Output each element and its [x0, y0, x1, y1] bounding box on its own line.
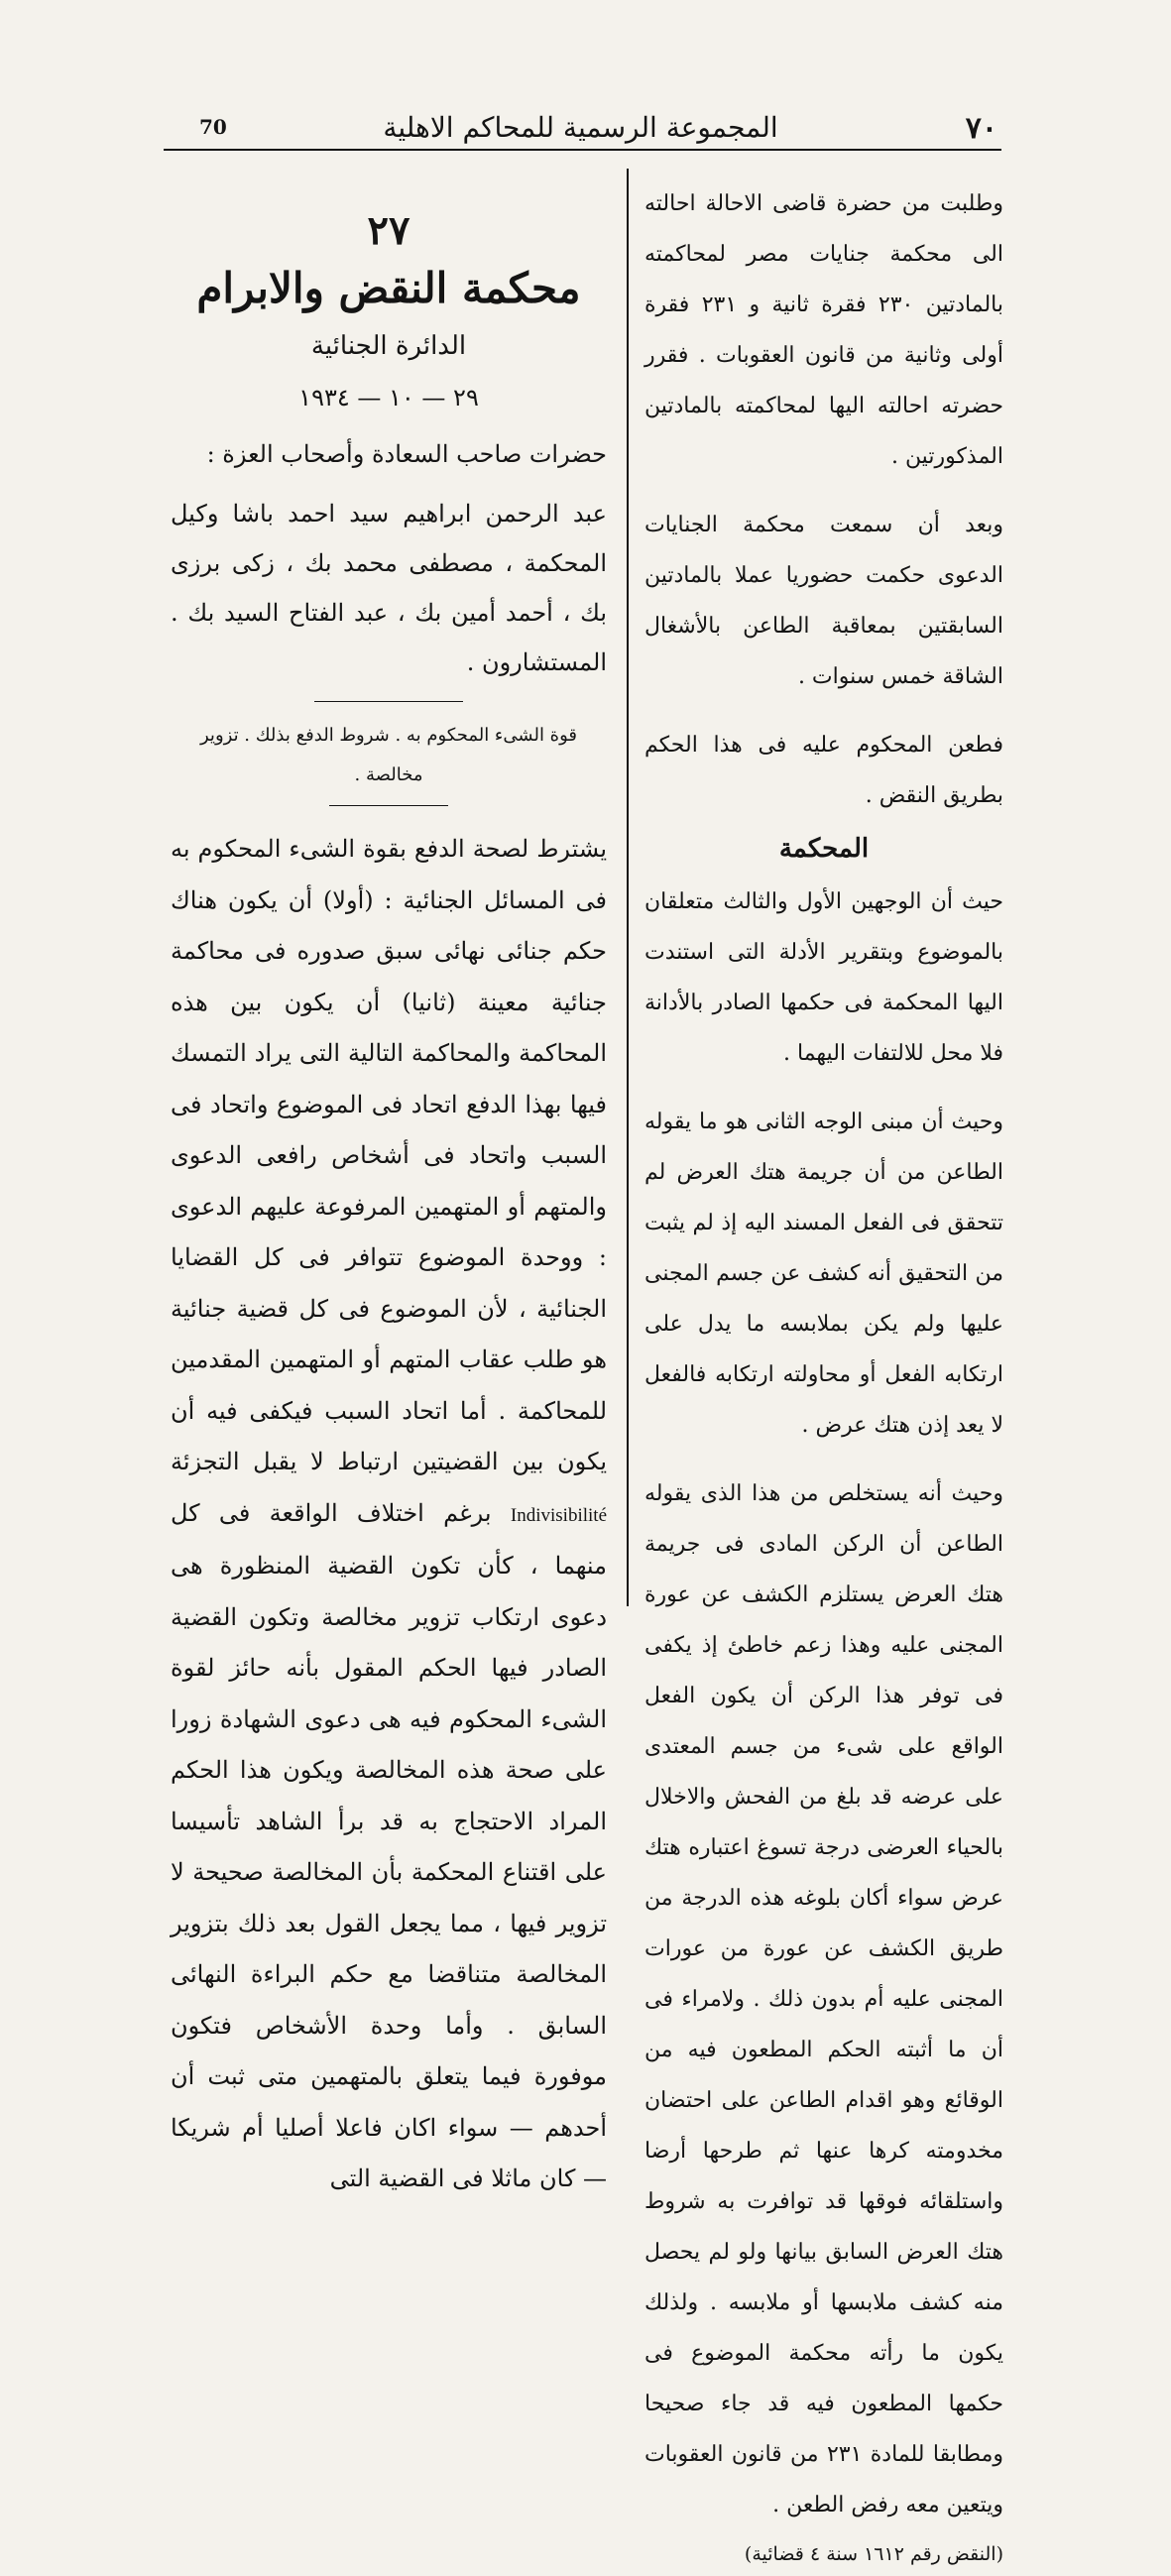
header-rule [164, 149, 1001, 151]
case-number: ٢٧ [367, 207, 410, 254]
paragraph-judgment: وبعد أن سمعت محكمة الجنايات الدعوى حكمت حضوريا عملا بالمادتين السابقتين بمعاقبة الطاعن بالأشغال الشاقة خمس سنوات . [644, 513, 1003, 689]
keywords-line: قوة الشىء المحكوم به . شروط الدفع بذلك . تزوير مخالصة . [200, 725, 577, 785]
publication-title: المجموعة الرسمية للمحاكم الاهلية [383, 111, 778, 144]
decision-date: ٢٩ — ١٠ — ١٩٣٤ [298, 384, 479, 411]
section-heading-court: المحكمة [778, 834, 870, 864]
divider-rule-2 [329, 805, 448, 806]
appeal-reference: (النقض رقم ١٦١٢ سنة ٤ قضائية) [744, 2543, 1003, 2565]
right-column [644, 178, 1003, 2576]
paragraph-reason-2: وحيث أن مبنى الوجه الثانى هو ما يقوله الطاعن من أن جريمة هتك العرض لم تتحقق فى الفعل المسند اليه إذ لم يثبت من التحقيق أنه كشف عن جسم المجنى عليها ولم يكن بملابسه ما يدل على ارتكابه الفعل أو محاولته ارتكابه فالفعل لا يعد إذن هتك عرض . [644, 1110, 1003, 1438]
paragraph-referral: وطلبت من حضرة قاضى الاحالة احالته الى محكمة جنايات مصر لمحاكمته بالمادتين ٢٣٠ فقرة ثانية و ٢٣١ فقرة أولى وثانية من قانون العقوبات . فقرر حضرته احالته اليها لمحاكمته بالمادتين المذكورتين . [644, 191, 1003, 469]
running-header [164, 111, 997, 151]
divider-rule [314, 701, 463, 702]
court-name: محكمة النقض والابرام [196, 264, 581, 312]
paragraph-reason-3: وحيث أنه يستخلص من هذا الذى يقوله الطاعن أن الركن المادى فى جريمة هتك العرض يستلزم الكشف عن عورة المجنى عليه وهذا زعم خاطئ إذ يكفى فى توفر هذا الركن أن يكون الفعل الواقع على شىء من جسم المعتدى على عرضه قد بلغ من الفحش والاخلال بالحياء العرضى درجة تسوغ اعتباره هتك عرض سواء أكان بلوغه هذه الدرجة من طريق الكشف عن عورة من عورات المجنى عليه أم بدون ذلك . ولامراء فى أن ما أثبته الحكم المطعون فيه من الوقائع وهو اقدام الطاعن على احتضان مخدومته كرها عنها ثم طرحها أرضا واستلقائه فوقها قد توافرت به شروط هتك العرض السابق بيانها ولو لم يحصل منه كشف ملابسها أو ملابسه . ولذلك يكون ما رأته محكمة الموضوع فى حكمها المطعون فيه قد جاء صحيحا ومطابقا للمادة ٢٣١ من قانون العقوبات ويتعين معه رفض الطعن . [644, 1481, 1003, 2517]
principle-text-2: برغم اختلاف الواقعة فى كل منهما ، كأن تكون القضية المنظورة هى دعوى ارتكاب تزوير مخالصة وتكون القضية الصادر فيها الحكم المقول بأنه حائز لقوة الشىء المحكوم فيه هى دعوى الشهادة زورا على صحة هذه المخالصة ويكون هذا الحكم المراد الاحتجاج به قد برأ الشاهد تأسيسا على اقتناع المحكمة بأن المخالصة صحيحة لا تزوير فيها ، مما يجعل القول بعد ذلك بتزوير المخالصة متناقضا مع حكم البراءة النهائى السابق . وأما وحدة الأشخاص فتكون موفورة فيما يتعلق بالمتهمين متى ثبت أن أحدهم — سواء اكان فاعلا أصليا أم شريكا — كان ماثلا فى القضية التى [171, 1498, 607, 2192]
latin-term: Indivisibilité [510, 1504, 607, 1526]
paragraph-reason-1: حيث أن الوجهين الأول والثالث متعلقان بالموضوع وبتقرير الأدلة التى استندت اليها المحكمة فى حكمها الصادر بالأدانة فلا محل للالتفات اليهما . [644, 889, 1003, 1066]
page-number-arabic: ٧٠ [965, 111, 997, 146]
column-divider [627, 169, 629, 1606]
judges-names: عبد الرحمن ابراهيم سيد احمد باشا وكيل المحكمة ، مصطفى محمد بك ، زكى برزى بك ، أحمد أمين بك ، عبد الفتاح السيد بك . المستشارون . [171, 500, 607, 676]
left-column [171, 203, 607, 2205]
page-number-latin: 70 [199, 115, 227, 139]
paragraph-appeal: فطعن المحكوم عليه فى هذا الحكم بطريق النقض . [644, 733, 1003, 808]
principle-text-1: يشترط لصحة الدفع بقوة الشىء المحكوم به فى المسائل الجنائية : (أولا) أن يكون هناك حكم جنائى نهائى سبق صدوره فى محاكمة جنائية معينة (ثانيا) أن يكون بين هذه المحاكمة والمحاكمة التالية التى يراد التمسك فيها بهذا الدفع اتحاد فى الموضوع واتحاد فى السبب واتحاد فى أشخاص رافعى الدعوى والمتهم أو المتهمين المرفوعة عليهم الدعوى : ووحدة الموضوع تتوافر فى كل القضايا الجنائية ، لأن الموضوع فى كل قضية جنائية هو طلب عقاب المتهم أو المتهمين المقدمين للمحاكمة . أما اتحاد السبب فيكفى فيه أن يكون بين القضيتين ارتباط لا يقبل التجزئة [171, 835, 607, 1475]
legal-principle [171, 824, 607, 2205]
judges-intro: حضرات صاحب السعادة وأصحاب العزة : [206, 440, 607, 468]
circuit-name: الدائرة الجنائية [310, 331, 467, 361]
